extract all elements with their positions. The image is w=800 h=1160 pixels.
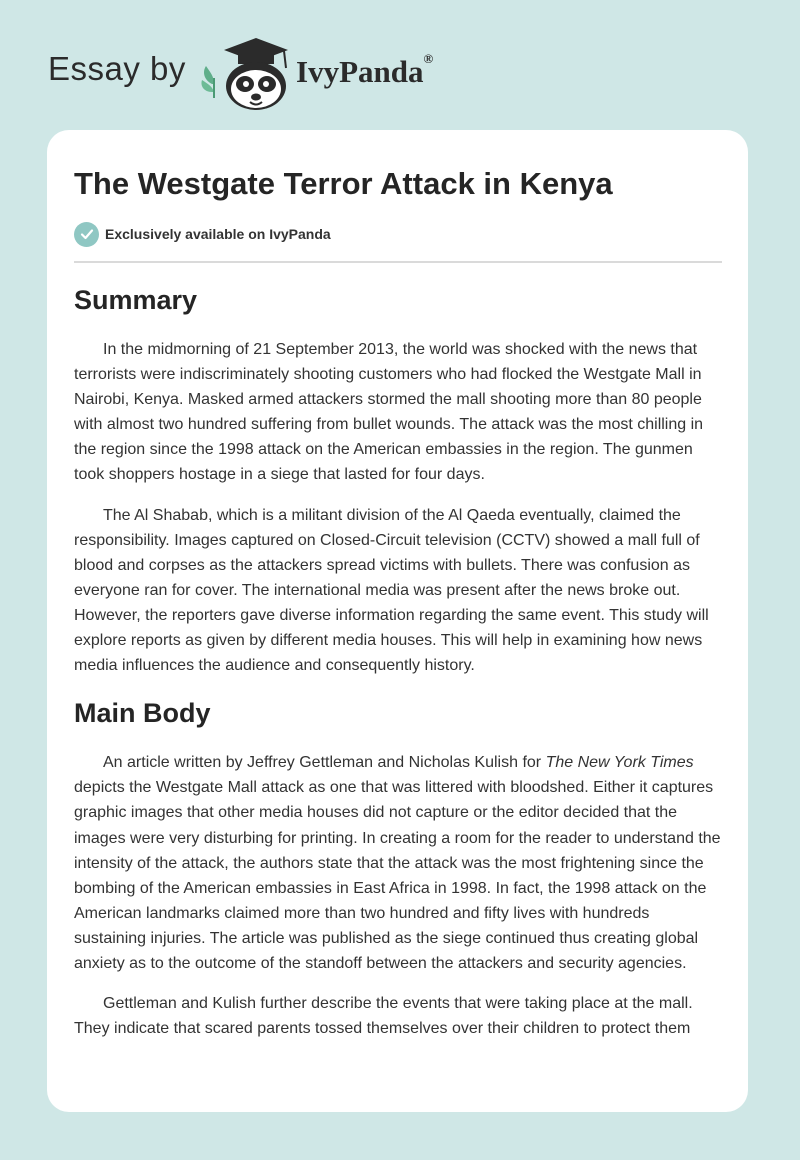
- brand-name[interactable]: IvyPanda®: [296, 50, 434, 89]
- check-icon: [74, 222, 99, 247]
- exclusive-badge: [74, 221, 331, 247]
- paragraph: Gettleman and Kulish further describe the events that were taking place at the mall. They indicate that scared parents tossed themselves over their children to protect them: [74, 995, 693, 1038]
- panda-graduate-logo-icon[interactable]: [200, 34, 296, 114]
- leaf-icon: [201, 66, 214, 98]
- badge-label: Exclusively available on IvyPanda: [105, 226, 331, 242]
- paragraph: An article written by Jeffrey Gettleman and Nicholas Kulish for The New York Times depicts the Westgate Mall attack as one that was littered with bloodshed. Either it captures graphic images that other media houses did not capture or the editor decided that the images were very disturbing for printing. In creating a room for the reader to understand the intensity of the attack, the authors state that the attack was the most frightening since the bombing of the American embassies in East Africa in 1998. In fact, the 1998 attack on the American landmarks claimed more than two hundred and fifty lives with hundreds sustaining injuries. The article was published as the siege continued thus creating global anxiety as to the outcome of the standoff between the attackers and security agencies.: [74, 754, 721, 972]
- article-body: [74, 280, 724, 1053]
- section-heading-main-body: Main Body: [74, 698, 211, 729]
- site-header: [0, 0, 800, 130]
- divider: [74, 261, 722, 263]
- paragraph: The Al Shabab, which is a militant division of the Al Qaeda eventually, claimed the responsibility. Images captured on Closed-Circuit television (CCTV) showed a mall full of blood and corpses as the attackers spread victims with bullets. There was confusion as everyone ran for cover. The international media was present after the news broke out. However, the reporters gave diverse information regarding the same event. This study will explore reports as given by different media houses. This will help in examining how news media influences the audience and consequently history.: [74, 506, 709, 675]
- publication-title: The New York Times: [545, 754, 694, 772]
- paragraph: In the midmorning of 21 September 2013, the world was shocked with the news that terrorists were indiscriminately shooting customers who had flocked the Westgate Mall in Nairobi, Kenya. Masked armed attackers stormed the mall shooting more than 80 people with almost two hundred suffering from bullet wounds. The attack was the most chilling in the region since the 1998 attack on the American embassies in the region. The gunmen took shoppers hostage in a siege that lasted for four days.: [74, 341, 704, 484]
- registered-mark: ®: [423, 50, 434, 66]
- section-heading-summary: Summary: [74, 285, 198, 315]
- article-card: [47, 130, 748, 1112]
- essay-by-label: Essay by: [48, 50, 186, 87]
- page-title: The Westgate Terror Attack in Kenya: [74, 166, 613, 201]
